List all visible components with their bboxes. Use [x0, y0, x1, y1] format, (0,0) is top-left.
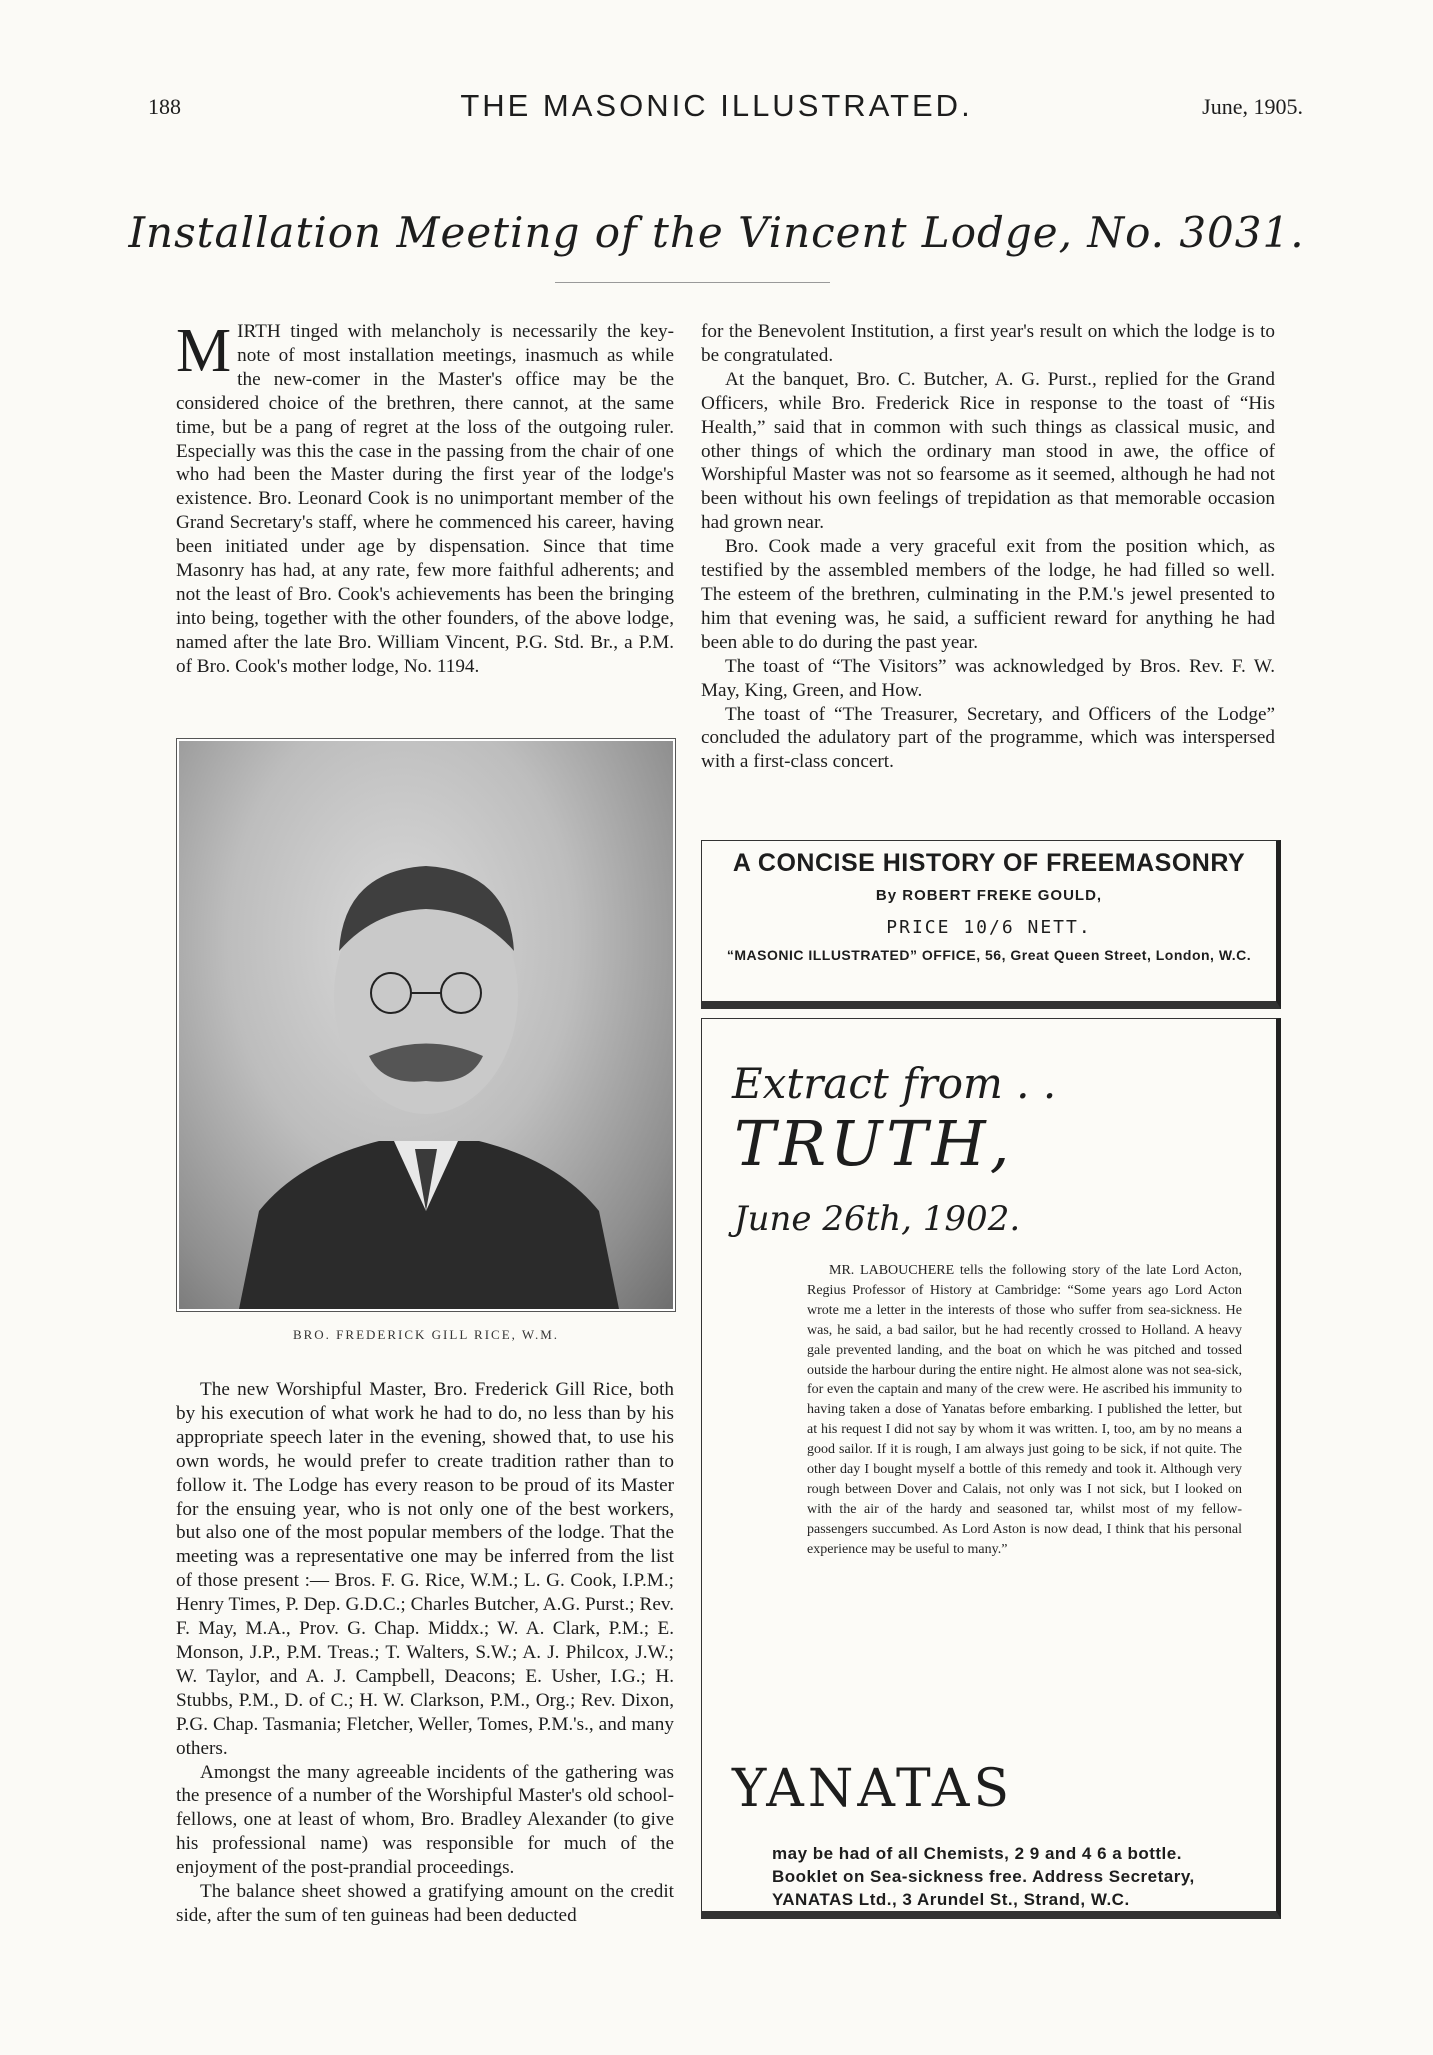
left-column-top [176, 317, 674, 679]
testimonial-text: MR. LABOUCHERE tells the following story of the late Lord Acton, Regius Professor of History at Cambridge: “Some years ago Lord Acton wrote me a letter in the interests of those who suffer from sea-sickness. He was, he said, a bad sailor, but he had recently crossed to Holland. A heavy gale prevented landing, and the boat on which he was pitched and tossed outside the harbour during the entire night. He almost alone was not sea-sick, for even the captain and many of the crew were. He ascribed his immunity to having taken a dose of Yanatas before embarking. I published the letter, but at his request I did not say by whom it was written. I, too, am by no means a good sailor. If it is rough, I am always just going to be sick, if not quite. The other day I bought myself a bottle of this remedy and took it. Although very rough between Dover and Calais, not only was I not sick, but I looked on with the air of the hardy and seasoned tar, whilst most of my fellow-passengers succumbed. As Lord Aston is now dead, I think that his personal experience may be useful to many.” [807, 1263, 1242, 1557]
left-column-bottom [176, 1378, 674, 1928]
yanatas-advertisement [701, 1018, 1281, 1919]
portrait-photo [179, 741, 673, 1309]
article-paragraph: The balance sheet showed a gratifying amount on the credit side, after the sum of ten guineas had been deducted [176, 1881, 674, 1926]
article-paragraph: Bro. Cook made a very graceful exit from the position which, as testified by the assembled members of the lodge, he had filled so well. The esteem of the brethren, culminating in the P.M.'s jewel presented to him that evening was, he said, a sufficient reward for anything he had been able to do during the past year. [701, 536, 1275, 653]
article-paragraph: for the Benevolent Institution, a first year's result on which the lodge is to be congratulated. [701, 321, 1275, 366]
ad-heading: A CONCISE HISTORY OF FREEMASONRY [732, 849, 1246, 877]
newspaper-name: TRUTH, [734, 1107, 1014, 1180]
ad-address: “MASONIC ILLUSTRATED” OFFICE, 56, Great Queen Street, London, W.C. [726, 947, 1252, 963]
drop-cap: M [176, 317, 232, 385]
brand-name: YANATAS [732, 1759, 1014, 1819]
photo-caption: BRO. FREDERICK GILL RICE, W.M. [292, 1327, 560, 1342]
right-column [701, 320, 1275, 774]
article-paragraph: MIRTH tinged with melancholy is necessarily the key-note of most installation meetings, inasmuch as while the new-comer in the Master's office may be the considered choice of the brethren, there cannot, at the same time, but be a pang of regret at the loss of the outgoing ruler. Especially was this the case in the passing from the chair of one who had been the Master during the first year of the lodge's existence. Bro. Leonard Cook is no unimportant member of the Grand Secretary's staff, where he commenced his career, having been initiated under age by dispensation. Since that time Masonry has had, at any rate, few more faithful adherents; and not the least of Bro. Cook's achievements has been the bringing into being, together with the other founders, of the above lodge, named after the late Bro. William Vincent, P.G. Std. Br., a P.M. of Bro. Cook's mother lodge, No. 1194. [176, 317, 674, 677]
issue-date: June, 1905. [1202, 94, 1303, 119]
masthead: THE MASONIC ILLUSTRATED. [460, 88, 973, 123]
ad-byline: By ROBERT FREKE GOULD, [875, 887, 1103, 904]
article-paragraph: The new Worshipful Master, Bro. Frederick Gill Rice, both by his execution of what work he had to do, no less than by his appropriate speech later in the evening, showed that, to use his own words, he would prefer to create tradition rather than to follow it. The Lodge has every reason to be proud of its Master for the ensuing year, who is not only one of the best workers, but also one of the most popular members of the lodge. That the meeting was a representative one may be inferred from the list of those present :— Bros. F. G. Rice, W.M.; L. G. Cook, I.P.M.; Henry Times, P. Dep. G.D.C.; Charles Butcher, A.G. Purst.; Rev. F. May, M.A., Prov. G. Chap. Middx.; W. A. Clark, P.M.; E. Monson, J.P., P.M. Treas.; T. Walters, S.W.; A. J. Philcox, J.W.; W. Taylor, and A. J. Campbell, Deacons; E. Usher, I.G.; H. Stubbs, P.M., D. of C.; H. W. Clarkson, P.M., Org.; Rev. Dixon, P.G. Chap. Tasmania; Fletcher, Weller, Tomes, P.M.'s., and many others. [176, 1379, 674, 1759]
page-number: 188 [148, 94, 181, 119]
article-paragraph: Amongst the many agreeable incidents of the gathering was the presence of a number of the Worshipful Master's old school-fellows, one at least of whom, Bro. Bradley Alexander (to give his professional name) was responsible for much of the enjoyment of the post-prandial proceedings. [176, 1761, 674, 1879]
ad-price: PRICE 10/6 NETT. [886, 917, 1092, 938]
portrait-frame [176, 738, 676, 1312]
extract-label: Extract from . . [732, 1059, 1057, 1108]
running-header [0, 88, 1433, 134]
article-paragraph: The toast of “The Treasurer, Secretary, and Officers of the Lodge” concluded the adulatory part of the programme, which was interspersed with a first-class concert. [701, 703, 1275, 773]
history-advertisement [701, 840, 1281, 1009]
extract-date: June 26th, 1902. [734, 1199, 1021, 1239]
article-title: Installation Meeting of the Vincent Lodge, No. 3031. [128, 208, 1305, 257]
title-divider [555, 282, 830, 283]
article-paragraph: The toast of “The Visitors” was acknowledged by Bros. Rev. F. W. May, King, Green, and How. [701, 655, 1275, 701]
article-paragraph: At the banquet, Bro. C. Butcher, A. G. Purst., replied for the Grand Officers, while Bro. Frederick Rice in response to the toast of “His Health,” said that in common with such things as classical music, and other things of which the ordinary man stood in awe, the office of Worshipful Master was not so fearsome as it seemed, although he had not been without his own feelings of trepidation as that memorable occasion had grown near. [701, 368, 1275, 534]
portrait-figure [179, 741, 673, 1309]
ad-fine-print: may be had of all Chemists, 2 9 and 4 6 a bottle. Booklet on Sea-sickness free. Address Secretary, YANATAS Ltd., 3 Arundel St., Strand, W.C. [772, 1844, 1195, 1909]
